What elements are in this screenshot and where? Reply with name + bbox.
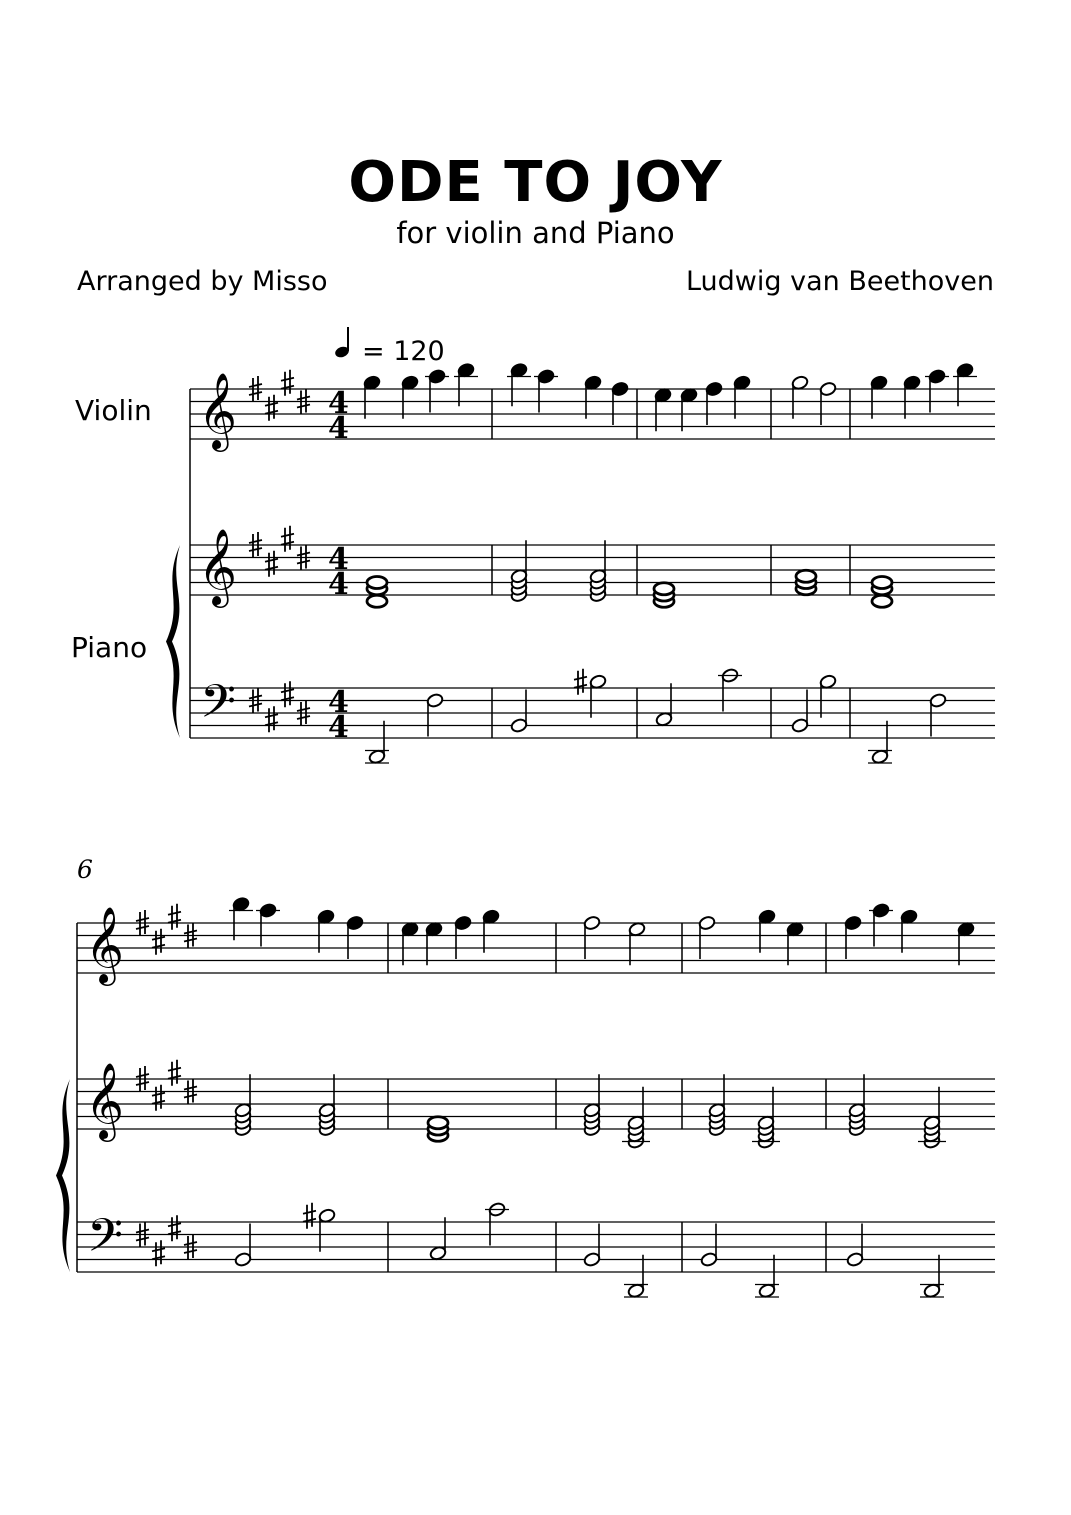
sharp-icon [281,681,294,707]
whole-note [872,595,892,607]
sharp-icon [152,929,165,955]
whole-note [654,583,674,595]
composer-credit: Ludwig van Beethoven [685,266,994,297]
sharp-icon [303,1203,316,1229]
piano-brace [56,1079,70,1272]
sharp-icon [281,370,294,396]
time-signature-denominator: 4 [328,710,349,745]
sharp-icon [168,1060,181,1086]
piano-brace [166,545,180,738]
sharp-icon [574,669,587,695]
whole-note [367,577,387,589]
treble-clef-icon: 𝄞 [85,1062,125,1139]
whole-note [428,1117,448,1129]
whole-note [796,570,816,582]
score-subtitle: for violin and Piano [396,216,675,250]
sharp-icon [152,1240,165,1266]
sharp-icon [168,904,181,930]
piano-bass-staff [190,688,995,738]
violin-label: Violin [75,394,152,427]
time-signature-denominator: 4 [328,567,349,602]
violin-staff [190,389,995,439]
whole-note [367,595,387,607]
measure-number-6: 6 [77,855,93,884]
sharp-icon [281,526,294,552]
treble-clef-icon: 𝄞 [85,906,125,983]
violin-staff [77,923,995,973]
time-signature-denominator: 4 [328,411,349,446]
tempo-value: = 120 [362,336,445,367]
time-signature-numerator: 4 [328,386,349,421]
treble-clef-icon: 𝄞 [198,372,238,449]
sharp-icon [265,395,278,421]
sharp-icon [265,706,278,732]
sharp-icon [265,551,278,577]
treble-clef-icon: 𝄞 [198,528,238,605]
sharp-icon [168,1215,181,1241]
time-signature-numerator: 4 [328,542,349,577]
sharp-icon [152,1085,165,1111]
bass-clef-icon: 𝄢 [200,675,237,740]
time-signature-numerator: 4 [328,685,349,720]
arranger-credit: Arranged by Misso [77,266,328,297]
whole-note [872,577,892,589]
score-title: ODE TO JOY [348,150,723,215]
piano-label: Piano [71,631,148,664]
bass-clef-icon: 𝄢 [87,1209,124,1274]
